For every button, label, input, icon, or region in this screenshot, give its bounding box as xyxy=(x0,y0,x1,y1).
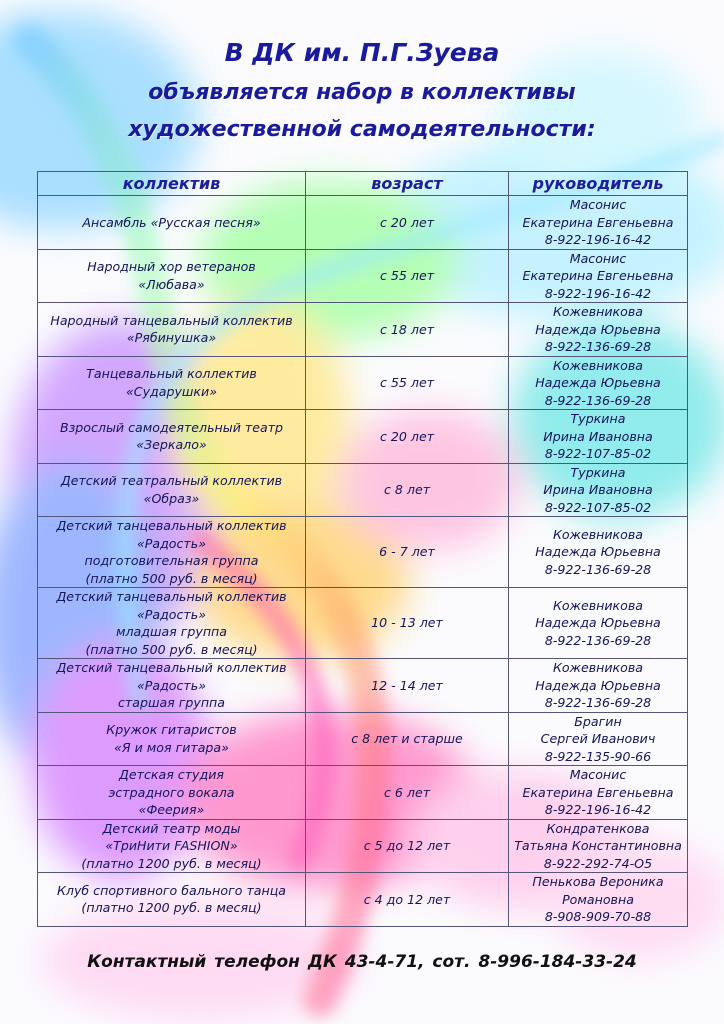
leader-cell: Кожевникова Надежда Юрьевна 8-922-136-69-28 xyxy=(509,588,688,659)
collective-name-cell: Танцевальный коллектив «Сударушки» xyxy=(38,356,306,410)
age-cell: с 55 лет xyxy=(306,249,509,303)
table-header-row xyxy=(38,172,688,196)
collective-name-cell: Ансамбль «Русская песня» xyxy=(38,196,306,250)
age-cell: 6 - 7 лет xyxy=(306,517,509,588)
leader-cell: Кондратенкова Татьяна Константиновна 8-922-292-74-О5 xyxy=(509,819,688,873)
age-cell: с 20 лет xyxy=(306,410,509,464)
leader-cell: Кожевникова Надежда Юрьевна 8-922-136-69-28 xyxy=(509,517,688,588)
age-cell: с 8 лет и старше xyxy=(306,712,509,766)
table-row xyxy=(38,873,688,927)
leader-cell: Кожевникова Надежда Юрьевна 8-922-136-69-28 xyxy=(509,659,688,713)
leader-cell: Масонис Екатерина Евгеньевна 8-922-196-16-42 xyxy=(509,766,688,820)
table-row xyxy=(38,659,688,713)
collective-name-cell: Клуб спортивного бального танца (платно 1200 руб. в месяц) xyxy=(38,873,306,927)
collective-name-cell: Детская студия эстрадного вокала «Феерия» xyxy=(38,766,306,820)
leader-cell: Пенькова Вероника Романовна 8-908-909-70-88 xyxy=(509,873,688,927)
table-row xyxy=(38,517,688,588)
collective-name-cell: Детский танцевальный коллектив «Радость» младшая группа (платно 500 руб. в месяц) xyxy=(38,588,306,659)
collective-name-cell: Детский танцевальный коллектив «Радость» подготовительная группа (платно 500 руб. в месяц) xyxy=(38,517,306,588)
collectives-table xyxy=(37,171,688,927)
collective-name-cell: Детский театр моды «ТриНити FASHION» (платно 1200 руб. в месяц) xyxy=(38,819,306,873)
page-title: В ДК им. П.Г.Зуева xyxy=(224,38,500,67)
leader-cell: Масонис Екатерина Евгеньевна 8-922-196-16-42 xyxy=(509,196,688,250)
table-row xyxy=(38,766,688,820)
collective-name-cell: Детский танцевальный коллектив «Радость» старшая группа xyxy=(38,659,306,713)
leader-cell: Туркина Ирина Ивановна 8-922-107-85-02 xyxy=(509,410,688,464)
leader-cell: Туркина Ирина Ивановна 8-922-107-85-02 xyxy=(509,463,688,517)
table-row xyxy=(38,819,688,873)
age-cell: с 6 лет xyxy=(306,766,509,820)
page-subtitle: объявляется набор в коллективы xyxy=(148,80,576,105)
column-header-leader: руководитель xyxy=(509,172,688,196)
age-cell: 10 - 13 лет xyxy=(306,588,509,659)
table-row xyxy=(38,588,688,659)
age-cell: с 5 до 12 лет xyxy=(306,819,509,873)
leader-cell: Масонис Екатерина Евгеньевна 8-922-196-16-42 xyxy=(509,249,688,303)
table-row xyxy=(38,356,688,410)
age-cell: с 18 лет xyxy=(306,303,509,357)
column-header-age: возраст xyxy=(306,172,509,196)
table-row xyxy=(38,463,688,517)
column-header-collective: коллектив xyxy=(38,172,306,196)
table-row xyxy=(38,249,688,303)
collective-name-cell: Кружок гитаристов «Я и моя гитара» xyxy=(38,712,306,766)
age-cell: с 8 лет xyxy=(306,463,509,517)
table-row xyxy=(38,303,688,357)
age-cell: с 4 до 12 лет xyxy=(306,873,509,927)
age-cell: с 55 лет xyxy=(306,356,509,410)
contact-phone: Контактный телефон ДК 43-4-71, сот. 8-996-184-33-24 xyxy=(87,952,637,972)
table-row xyxy=(38,196,688,250)
age-cell: с 20 лет xyxy=(306,196,509,250)
collective-name-cell: Детский театральный коллектив «Образ» xyxy=(38,463,306,517)
table-row xyxy=(38,712,688,766)
age-cell: 12 - 14 лет xyxy=(306,659,509,713)
leader-cell: Кожевникова Надежда Юрьевна 8-922-136-69-28 xyxy=(509,303,688,357)
leader-cell: Брагин Сергей Иванович 8-922-135-90-66 xyxy=(509,712,688,766)
leader-cell: Кожевникова Надежда Юрьевна 8-922-136-69-28 xyxy=(509,356,688,410)
table-body xyxy=(38,196,688,927)
collective-name-cell: Взрослый самодеятельный театр «Зеркало» xyxy=(38,410,306,464)
page-subtitle-2: художественной самодеятельности: xyxy=(128,117,596,142)
collective-name-cell: Народный хор ветеранов «Любава» xyxy=(38,249,306,303)
collective-name-cell: Народный танцевальный коллектив «Рябинушка» xyxy=(38,303,306,357)
table-row xyxy=(38,410,688,464)
